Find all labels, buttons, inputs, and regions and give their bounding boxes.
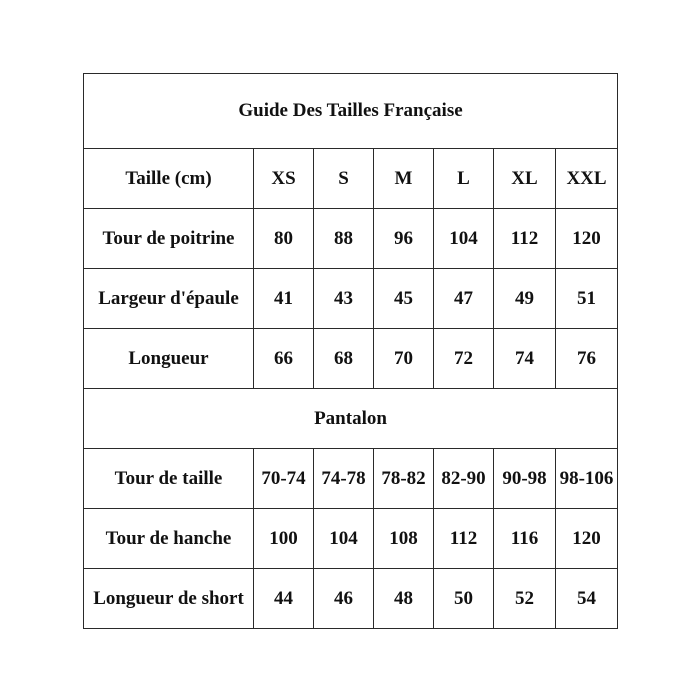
table-cell: 47 <box>434 269 494 329</box>
table-title: Guide Des Tailles Française <box>84 74 618 149</box>
size-header-l: L <box>434 149 494 209</box>
row-label: Tour de poitrine <box>84 209 254 269</box>
row-label: Tour de hanche <box>84 509 254 569</box>
table-cell: 96 <box>374 209 434 269</box>
table-row <box>84 569 618 629</box>
size-header-m: M <box>374 149 434 209</box>
table-cell: 70-74 <box>254 449 314 509</box>
table-cell: 82-90 <box>434 449 494 509</box>
table-cell: 68 <box>314 329 374 389</box>
table-cell: 72 <box>434 329 494 389</box>
table-cell: 120 <box>556 509 618 569</box>
section-row <box>84 389 618 449</box>
table-cell: 74 <box>494 329 556 389</box>
title-row <box>84 74 618 149</box>
table-row <box>84 269 618 329</box>
table-row <box>84 509 618 569</box>
header-row <box>84 149 618 209</box>
table-cell: 90-98 <box>494 449 556 509</box>
header-label: Taille (cm) <box>84 149 254 209</box>
row-label: Longueur de short <box>84 569 254 629</box>
table-cell: 41 <box>254 269 314 329</box>
table-cell: 50 <box>434 569 494 629</box>
table-cell: 66 <box>254 329 314 389</box>
section-title: Pantalon <box>84 389 618 449</box>
table-cell: 112 <box>434 509 494 569</box>
table-cell: 100 <box>254 509 314 569</box>
table-row <box>84 329 618 389</box>
table-cell: 70 <box>374 329 434 389</box>
size-header-s: S <box>314 149 374 209</box>
row-label: Tour de taille <box>84 449 254 509</box>
table-cell: 88 <box>314 209 374 269</box>
table-cell: 49 <box>494 269 556 329</box>
table-cell: 52 <box>494 569 556 629</box>
table-cell: 98-106 <box>556 449 618 509</box>
size-guide-table <box>83 73 618 629</box>
table-cell: 112 <box>494 209 556 269</box>
table-cell: 74-78 <box>314 449 374 509</box>
table-cell: 45 <box>374 269 434 329</box>
table-row <box>84 209 618 269</box>
size-header-xxl: XXL <box>556 149 618 209</box>
size-header-xs: XS <box>254 149 314 209</box>
table-cell: 108 <box>374 509 434 569</box>
table-cell: 120 <box>556 209 618 269</box>
table-cell: 54 <box>556 569 618 629</box>
row-label: Largeur d'épaule <box>84 269 254 329</box>
row-label: Longueur <box>84 329 254 389</box>
table-cell: 44 <box>254 569 314 629</box>
table-cell: 78-82 <box>374 449 434 509</box>
table-cell: 43 <box>314 269 374 329</box>
table-cell: 104 <box>434 209 494 269</box>
table-cell: 80 <box>254 209 314 269</box>
table-cell: 48 <box>374 569 434 629</box>
table-cell: 76 <box>556 329 618 389</box>
table-row <box>84 449 618 509</box>
table-cell: 116 <box>494 509 556 569</box>
size-header-xl: XL <box>494 149 556 209</box>
table-cell: 51 <box>556 269 618 329</box>
table-cell: 104 <box>314 509 374 569</box>
table-cell: 46 <box>314 569 374 629</box>
